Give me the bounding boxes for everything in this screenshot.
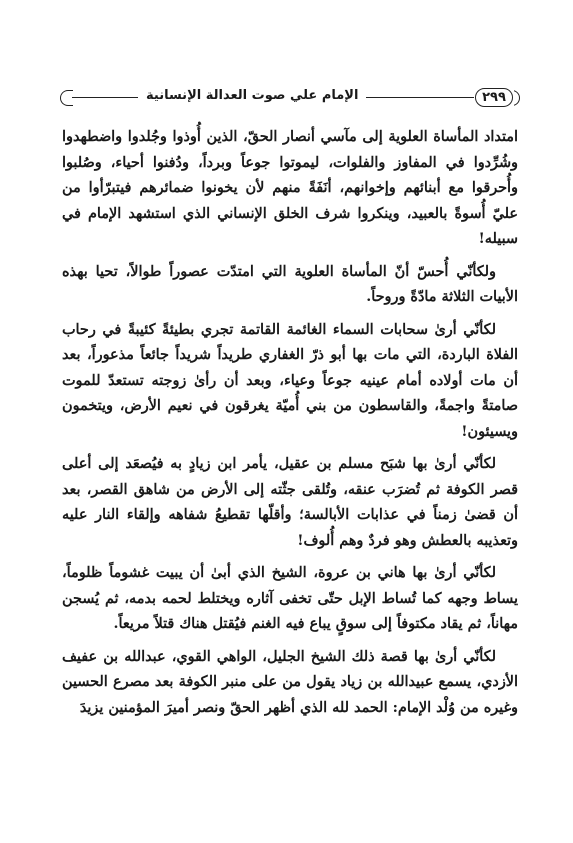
page-number <box>474 84 514 110</box>
header-ornament-left <box>60 90 73 106</box>
paragraph: لكأنّي أرىٰ بها شبَح مسلم بن عقيل، يأمر ابن زيادٍ به فيُصعَد إلى أعلى قصر الكوفة ثم تُضرَب عنقه، وتُلقى جثّته إلى الأرض من شاهق القصر، بعد أن قضىٰ زمناً في عذابات الأبالسة؛ وأقلّها تقطيعُ شفاهه وإلقاء النار عليه وتعذيبه بالعطش وهو فردٌ وهم أُلوف! <box>62 455 518 549</box>
paragraph: لكأنّي أرىٰ بها قصة ذلك الشيخ الجليل، الواهي القوي، عبدالله بن عفيف الأزدي، يسمع عبيدالله بن زياد يقول من على منبر الكوفة بعد مصرع الحسين وغيره من وُلْد الإمام: الحمد لله الذي أظهر الحقّ ونصر أميرَ المؤمنين يزيدَ <box>62 647 518 716</box>
paragraph: لكأنّي أرىٰ سحابات السماء الغائمة القاتمة تجري بطيئةً كئيبةً في رحاب الفلاة الباردة، التي مات بها أبو ذرّ الغفاري طريداً شريداً جائعاً مذعوراً، بعد أن مات أولاده أمام عينيه جوعاً وعياء، وبعد أن رأىٰ زوجته تستعدّ للموت صامتةً واجمةً، والقاسطون من بني أُميّة يغرقون في نعيم الأرض، ويتخمون ويسيئون! <box>62 320 518 440</box>
paragraph: لكأنّي أرىٰ بها هاني بن عروة، الشيخ الذي أبىٰ أن يبيت غشوماً ظلوماً، يساط وجهه كما تُساط الإبل حتّى تخفى آثاره ويختلط لحمه بدمه، ثم يُسجن مهاناً، ثم يقاد مكتوفاً إلى سوقٍ يباع فيه الغنم فيُقتل هناك قتلاً مريعاً. <box>62 564 518 632</box>
page-number-label: ٢٩٩ <box>475 88 513 107</box>
paragraph: ولكأنّي أُحسّ أنّ المأساة العلوية التي امتدّت عصوراً طوالاً، تحيا بهذه الأبيات الثلاثة مادّةً وروحاً. <box>62 262 518 305</box>
paragraph: امتداد المأساة العلوية إلى مآسي أنصار الحقّ، الذين أُوذوا وجُلدوا واضطهدوا وشُرِّدوا في المفاوز والفلوات، ليموتوا جوعاً وبرداً، ودُفنوا أحياء، وصُلبوا وأُحرقوا مع أبنائهم وإخوانهم، أنَفَةً منهم لأن يخونوا ضمائرهم فيتبرّأوا من عليّ أُسوةً بالعبيد، وينكروا شرف الخلق الإنساني الذي استشهد الإمام في سبيله! <box>62 128 518 247</box>
body-text <box>62 124 518 727</box>
running-header <box>58 84 522 112</box>
running-title: الإمام علي صوت العدالة الإنسانية <box>138 88 366 103</box>
